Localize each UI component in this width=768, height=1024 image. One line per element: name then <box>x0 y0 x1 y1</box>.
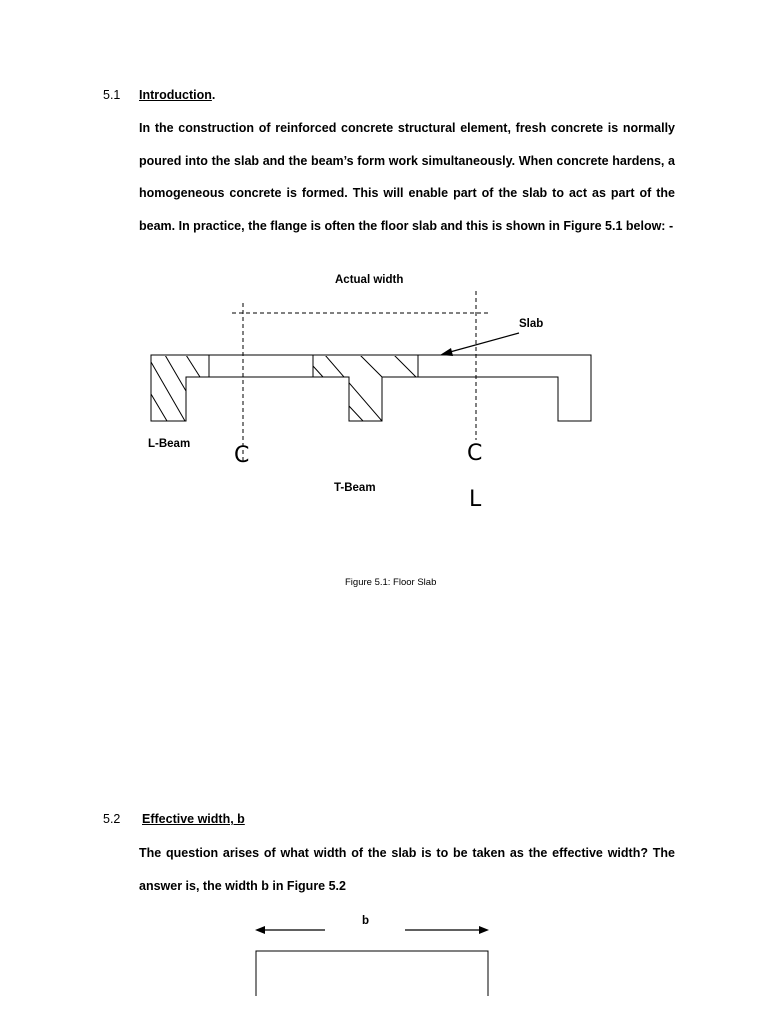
heading-period: . <box>211 88 216 102</box>
actual-width-label: Actual width <box>335 274 404 286</box>
effective-width-outline <box>256 951 488 996</box>
slab-arrow <box>450 333 519 352</box>
section-number: 5.2 <box>103 812 121 826</box>
centerline-right-l: L <box>469 487 482 512</box>
b-arrow-right-head <box>479 926 489 934</box>
centerline-right-c: C <box>467 441 483 466</box>
slab-arrow-head <box>440 348 453 356</box>
t-beam-label: T-Beam <box>334 482 376 494</box>
b-arrow-left-head <box>255 926 265 934</box>
t-beam-hatch <box>313 355 416 421</box>
figure-caption: Figure 5.1: Floor Slab <box>345 577 437 588</box>
effective-width-paragraph: The question arises of what width of the slab is to be taken as the effective width? The answer is, the width b in Figure 5.2 <box>139 846 675 893</box>
section-heading-text: Introduction <box>139 88 212 102</box>
l-beam-label: L-Beam <box>148 438 191 450</box>
b-label: b <box>362 915 370 927</box>
centerline-left-symbol: C <box>234 443 250 468</box>
section-heading: Effective width, b <box>142 812 245 826</box>
l-beam-hatch <box>151 355 200 421</box>
section-number: 5.1 <box>103 88 121 102</box>
slab-outline <box>151 355 591 421</box>
intro-paragraph: In the construction of reinforced concrete structural element, fresh concrete is normally poured into the slab and the beam’s form work simultaneously. When concrete hardens, a homogeneous concrete is formed. This will enable part of the slab to act as part of the beam. In practice, the flange is often the floor slab and this is shown in Figure 5.1 below: - <box>139 121 675 233</box>
slab-label: Slab <box>519 318 544 330</box>
